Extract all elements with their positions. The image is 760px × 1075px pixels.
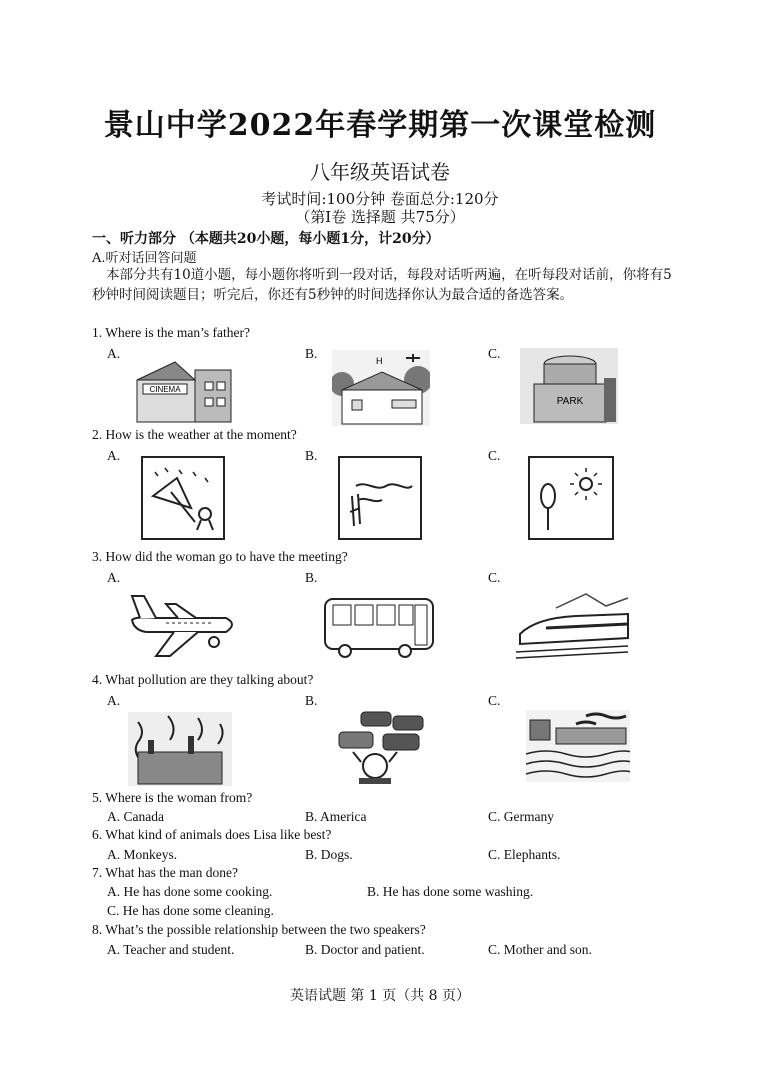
park-sign-text: PARK — [556, 396, 584, 407]
q4-option-a[interactable]: A. — [107, 693, 121, 708]
q3-option-b[interactable]: B. — [305, 570, 318, 585]
paper-subtitle: 八年级英语试卷 — [310, 160, 450, 184]
q4-option-c[interactable]: C. — [488, 693, 501, 708]
airplane-picture — [126, 590, 240, 662]
section-heading: 一、听力部分 （本题共20小题，每小题1分，计20分） — [92, 231, 440, 247]
q1-option-a[interactable]: A. — [107, 346, 121, 361]
exam-info: 考试时间:100分钟 卷面总分:120分 — [261, 190, 499, 208]
question-2: 2. How is the weather at the moment? — [92, 427, 297, 442]
volume-info: （第Ⅰ卷 选择题 共75分） — [295, 208, 465, 226]
question-4: 4. What pollution are they talking about? — [92, 672, 314, 687]
q4-option-b[interactable]: B. — [305, 693, 318, 708]
section-instructions: 本部分共有10道小题，每小题你将听到一段对话，每段对话听两遍，在听每段对话前，你将有5秒钟时间阅读题目；听完后，你还有5秒钟的时间选择你认为最合适的备选答案。 — [92, 267, 672, 303]
q6-option-b[interactable]: B. Dogs. — [305, 847, 353, 862]
cinema-picture — [135, 352, 235, 426]
q8-option-b[interactable]: B. Doctor and patient. — [305, 942, 425, 957]
q8-option-c[interactable]: C. Mother and son. — [488, 942, 592, 957]
q2-option-b[interactable]: B. — [305, 448, 318, 463]
cinema-sign-text: CINEMA — [149, 385, 181, 394]
bus-picture — [323, 597, 435, 659]
q7-option-c[interactable]: C. He has done some cleaning. — [107, 903, 274, 918]
page-footer: 英语试题 第 1 页（共 8 页） — [289, 988, 471, 1004]
question-1: 1. Where is the man’s father? — [92, 325, 250, 340]
q2-option-a[interactable]: A. — [107, 448, 121, 463]
section-subheading: A.听对话回答问题 — [92, 251, 197, 266]
q1-option-c[interactable]: C. — [488, 346, 501, 361]
question-7: 7. What has the man done? — [92, 865, 238, 880]
rainy-weather-picture — [141, 456, 225, 540]
q7-option-a[interactable]: A. He has done some cooking. — [107, 884, 273, 899]
q7-option-b[interactable]: B. He has done some washing. — [367, 884, 534, 899]
factory-fire-picture — [128, 712, 232, 786]
hospital-sign-text: H — [376, 356, 383, 366]
question-6: 6. What kind of animals does Lisa like best? — [92, 827, 332, 842]
q8-option-a[interactable]: A. Teacher and student. — [107, 942, 235, 957]
q3-option-c[interactable]: C. — [488, 570, 501, 585]
traffic-jam-picture — [331, 708, 431, 784]
q5-option-a[interactable]: A. Canada — [107, 809, 164, 824]
q2-option-c[interactable]: C. — [488, 448, 501, 463]
question-8: 8. What’s the possible relationship between the two speakers? — [92, 922, 426, 937]
park-picture — [520, 348, 618, 424]
train-picture — [516, 588, 630, 664]
windy-weather-picture — [338, 456, 422, 540]
q5-option-c[interactable]: C. Germany — [488, 809, 554, 824]
hospital-picture — [332, 350, 430, 426]
q1-option-b[interactable]: B. — [305, 346, 318, 361]
q5-option-b[interactable]: B. America — [305, 809, 367, 824]
question-5: 5. Where is the woman from? — [92, 790, 253, 805]
sunny-weather-picture — [528, 456, 614, 540]
water-pollution-picture — [526, 710, 630, 782]
q6-option-a[interactable]: A. Monkeys. — [107, 847, 178, 862]
q6-option-c[interactable]: C. Elephants. — [488, 847, 561, 862]
q3-option-a[interactable]: A. — [107, 570, 121, 585]
question-3: 3. How did the woman go to have the meeting? — [92, 549, 348, 564]
page-title: 景山中学2022年春学期第一次课堂检测 — [103, 108, 657, 143]
